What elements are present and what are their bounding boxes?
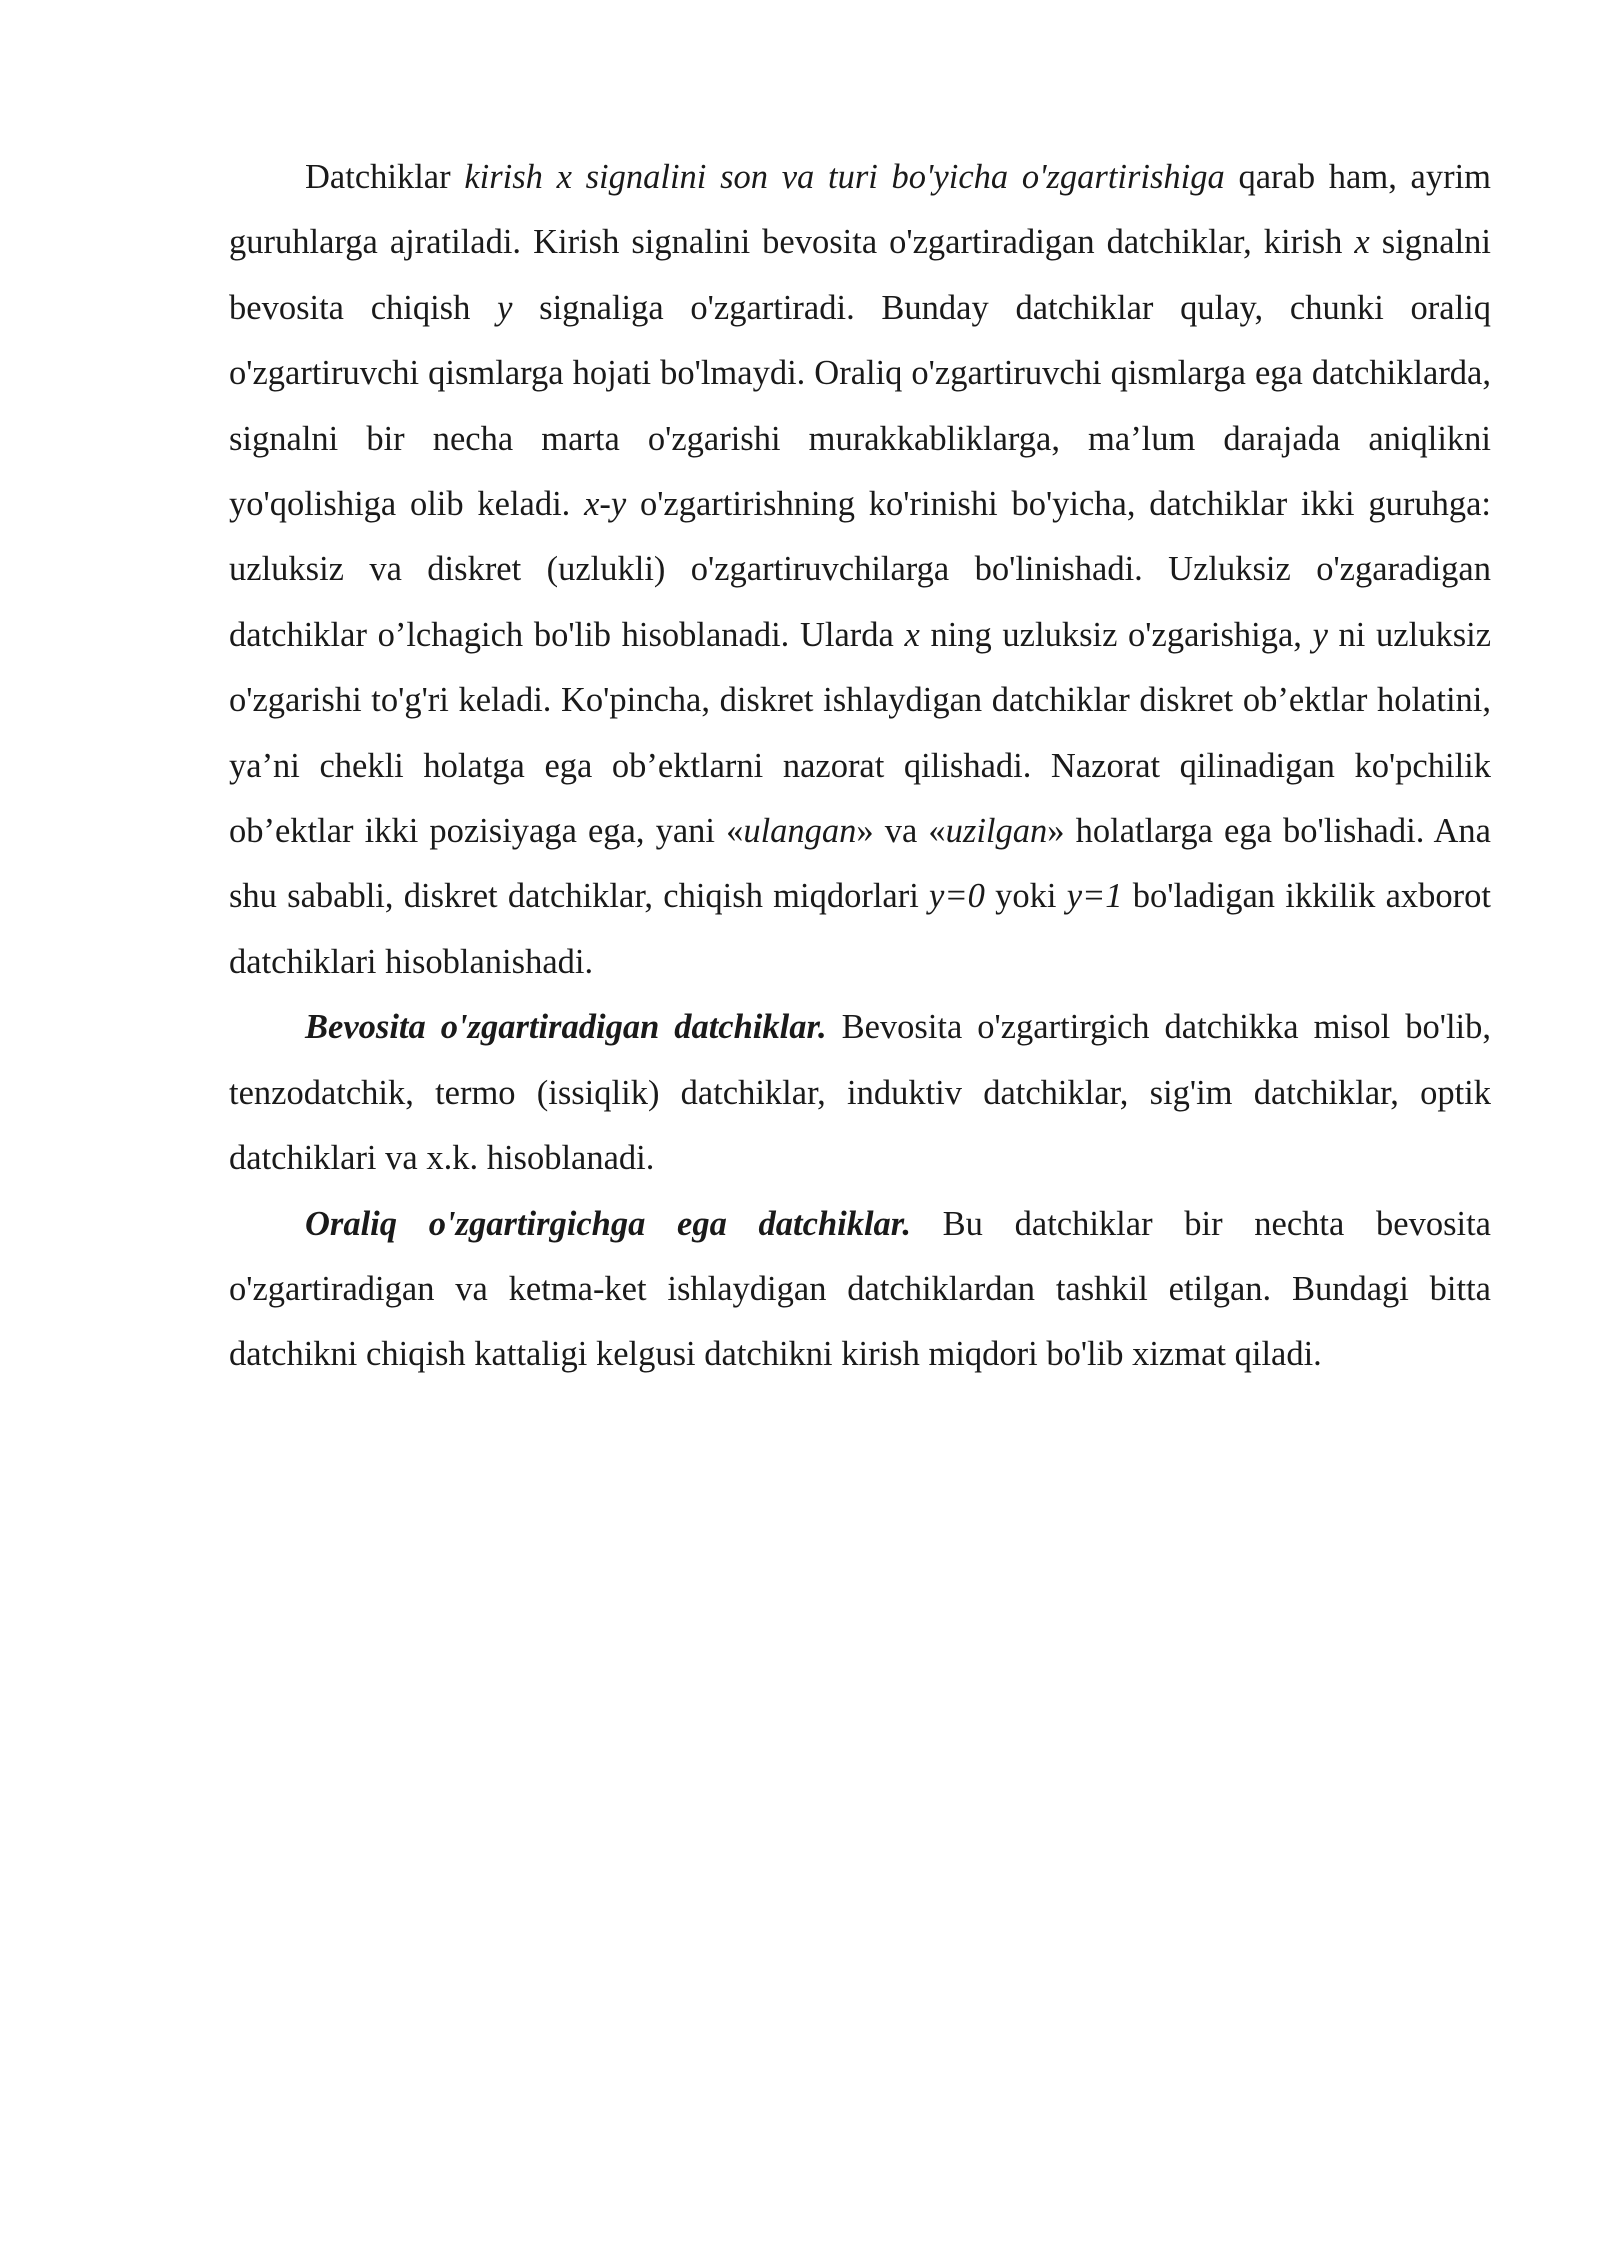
italic-text: ulangan	[743, 812, 857, 851]
text-run: ning uzluksiz o'zgarishiga,	[919, 615, 1313, 654]
text-run: signalni bevosita chiqish	[229, 223, 1491, 327]
text-run: qarab ham, ayrim guruhlarga ajratiladi. Kirish signalini bevosita o'zgartiradigan datchiklar, kirish	[229, 158, 1492, 262]
text-run: Bevosita o'zgartirgich datchikka misol bo'lib, tenzodatchik, termo (issiqlik) datchiklar, induktiv datchiklar, sig'im datchiklar, optik datchiklari va x.k. hisoblanadi.	[229, 1008, 1491, 1178]
text-run: bo'ladigan ikkilik axborot datchiklari hisoblanishadi.	[229, 877, 1491, 981]
italic-text: x-y	[584, 485, 627, 524]
text-run: o'zgartirishning ko'rinishi bo'yicha, datchiklar ikki guruhga: uzluksiz va diskret (uzlukli) o'zgartiruvchilarga bo'linishadi. Uzluksiz o'zgaradigan datchiklar o’lchagich bo'lib hisoblanadi. Ularda	[229, 485, 1491, 654]
italic-text: x	[1354, 223, 1370, 262]
italic-text: y=0	[929, 877, 985, 916]
text-run: ni uzluksiz o'zgarishi to'g'ri keladi. Ko'pincha, diskret ishlaydigan datchiklar diskret ob’ektlar holatini, ya’ni chekli holatga ega ob’ektlarni nazorat qilishadi. Nazorat qilinadigan ko'pchilik ob’ektlar ikki pozisiyaga ega, yani «	[229, 615, 1492, 851]
text-run: Datchiklar	[305, 158, 465, 196]
text-run: yoki	[984, 877, 1067, 916]
paragraph-direct-sensors	[229, 995, 1491, 1191]
document-page	[229, 145, 1491, 1388]
italic-text: x	[904, 615, 920, 654]
italic-text: kirish x signalini son va turi bo'yicha o'zgartirishiga	[464, 158, 1225, 196]
paragraph-heading: Oraliq o'zgartirgichga ega datchiklar.	[305, 1204, 911, 1243]
text-run: » holatlarga ega bo'lishadi. Ana shu sababli, diskret datchiklar, chiqish miqdorlari	[229, 812, 1491, 916]
paragraph-intermediate-sensors	[229, 1192, 1491, 1388]
text-run: Bu datchiklar bir nechta bevosita o'zgartiradigan va ketma-ket ishlaydigan datchiklardan tashkil etilgan. Bundagi bitta datchikni chiqish kattaligi kelgusi datchikni kirish miqdori bo'lib xizmat qiladi.	[229, 1204, 1491, 1374]
text-run: signaliga o'zgartiradi. Bunday datchiklar qulay, chunki oraliq o'zgartiruvchi qismlarga hojati bo'lmaydi. Oraliq o'zgartiruvchi qismlarga ega datchiklarda, signalni bir necha marta o'zgarishi murakkabliklarga, ma’lum darajada aniqlikni yo'qolishiga olib keladi.	[229, 288, 1491, 524]
italic-text: uzilgan	[945, 812, 1048, 851]
italic-text: y	[497, 288, 513, 327]
paragraph-datchiklar-classification	[229, 145, 1491, 995]
paragraph-heading: Bevosita o'zgartiradigan datchiklar.	[305, 1008, 827, 1047]
italic-text: y	[1312, 615, 1328, 654]
text-run: » va «	[856, 812, 946, 851]
italic-text: y=1	[1066, 877, 1123, 916]
